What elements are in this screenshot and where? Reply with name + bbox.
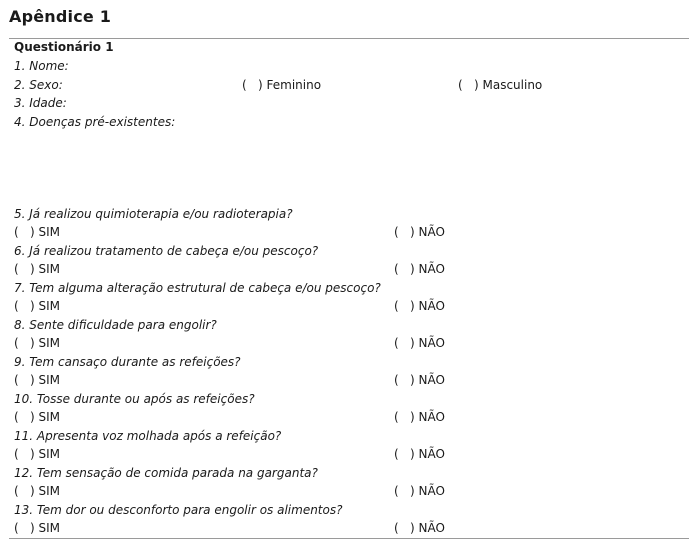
question-text: 5. Já realizou quimioterapia e/ou radioterapia?	[14, 207, 293, 221]
bottom-divider	[9, 538, 689, 539]
field-name: 1. Nome:	[14, 59, 69, 73]
option-yes-label: ) SIM	[30, 336, 61, 350]
question-text: 8. Sente dificuldade para engolir?	[14, 318, 217, 332]
option-no-label: ) NÃO	[410, 299, 445, 313]
option-yes-label: ) SIM	[30, 373, 61, 387]
checkbox-paren: (	[14, 373, 19, 387]
checkbox-paren: (	[14, 521, 19, 535]
top-divider	[9, 38, 689, 39]
option-yes-label: ) SIM	[30, 447, 61, 461]
option-female[interactable]	[242, 77, 321, 93]
option-female-label: ) Feminino	[258, 78, 322, 92]
checkbox-paren: (	[14, 447, 19, 461]
question-text: 13. Tem dor ou desconforto para engolir os alimentos?	[14, 503, 343, 517]
option-no[interactable]	[394, 372, 445, 388]
option-yes[interactable]	[14, 261, 60, 277]
question-text: 9. Tem cansaço durante as refeições?	[14, 355, 241, 369]
option-yes-label: ) SIM	[30, 299, 61, 313]
checkbox-paren: (	[14, 262, 19, 276]
checkbox-paren: (	[14, 484, 19, 498]
questionnaire-title: Questionário 1	[14, 40, 114, 54]
option-no-label: ) NÃO	[410, 336, 445, 350]
checkbox-paren: (	[394, 410, 399, 424]
option-yes[interactable]	[14, 298, 60, 314]
option-no-label: ) NÃO	[410, 373, 445, 387]
option-no[interactable]	[394, 520, 445, 536]
option-male-label: ) Masculino	[474, 78, 543, 92]
option-no[interactable]	[394, 446, 445, 462]
checkbox-paren: (	[394, 484, 399, 498]
checkbox-paren: (	[394, 225, 399, 239]
option-no-label: ) NÃO	[410, 410, 445, 424]
checkbox-paren: (	[394, 521, 399, 535]
field-diseases: 4. Doenças pré-existentes:	[14, 115, 176, 129]
option-no[interactable]	[394, 409, 445, 425]
question-text: 12. Tem sensação de comida parada na garganta?	[14, 466, 318, 480]
option-no-label: ) NÃO	[410, 447, 445, 461]
appendix-title: Apêndice 1	[9, 7, 112, 26]
option-no[interactable]	[394, 261, 445, 277]
option-yes[interactable]	[14, 520, 60, 536]
option-yes[interactable]	[14, 335, 60, 351]
option-no[interactable]	[394, 224, 445, 240]
option-no-label: ) NÃO	[410, 225, 445, 239]
checkbox-paren: (	[394, 262, 399, 276]
option-yes-label: ) SIM	[30, 410, 61, 424]
option-yes[interactable]	[14, 483, 60, 499]
checkbox-paren: (	[394, 447, 399, 461]
question-text: 11. Apresenta voz molhada após a refeição?	[14, 429, 282, 443]
option-no-label: ) NÃO	[410, 262, 445, 276]
option-yes-label: ) SIM	[30, 521, 61, 535]
option-yes-label: ) SIM	[30, 262, 61, 276]
checkbox-paren: (	[394, 299, 399, 313]
question-text: 10. Tosse durante ou após as refeições?	[14, 392, 255, 406]
checkbox-paren: (	[394, 336, 399, 350]
checkbox-paren: (	[14, 410, 19, 424]
option-yes[interactable]	[14, 372, 60, 388]
field-sex: 2. Sexo:	[14, 78, 63, 92]
option-yes[interactable]	[14, 446, 60, 462]
checkbox-paren: (	[14, 225, 19, 239]
option-no-label: ) NÃO	[410, 521, 445, 535]
question-text: 7. Tem alguma alteração estrutural de cabeça e/ou pescoço?	[14, 281, 381, 295]
checkbox-paren: (	[14, 336, 19, 350]
question-text: 6. Já realizou tratamento de cabeça e/ou pescoço?	[14, 244, 319, 258]
option-yes[interactable]	[14, 224, 60, 240]
option-yes-label: ) SIM	[30, 225, 61, 239]
option-no[interactable]	[394, 298, 445, 314]
checkbox-paren: (	[242, 78, 247, 92]
checkbox-paren: (	[394, 373, 399, 387]
checkbox-paren: (	[14, 299, 19, 313]
option-no-label: ) NÃO	[410, 484, 445, 498]
option-yes[interactable]	[14, 409, 60, 425]
option-no[interactable]	[394, 335, 445, 351]
option-yes-label: ) SIM	[30, 484, 61, 498]
option-no[interactable]	[394, 483, 445, 499]
option-male[interactable]	[458, 77, 542, 93]
field-age: 3. Idade:	[14, 96, 67, 110]
checkbox-paren: (	[458, 78, 463, 92]
